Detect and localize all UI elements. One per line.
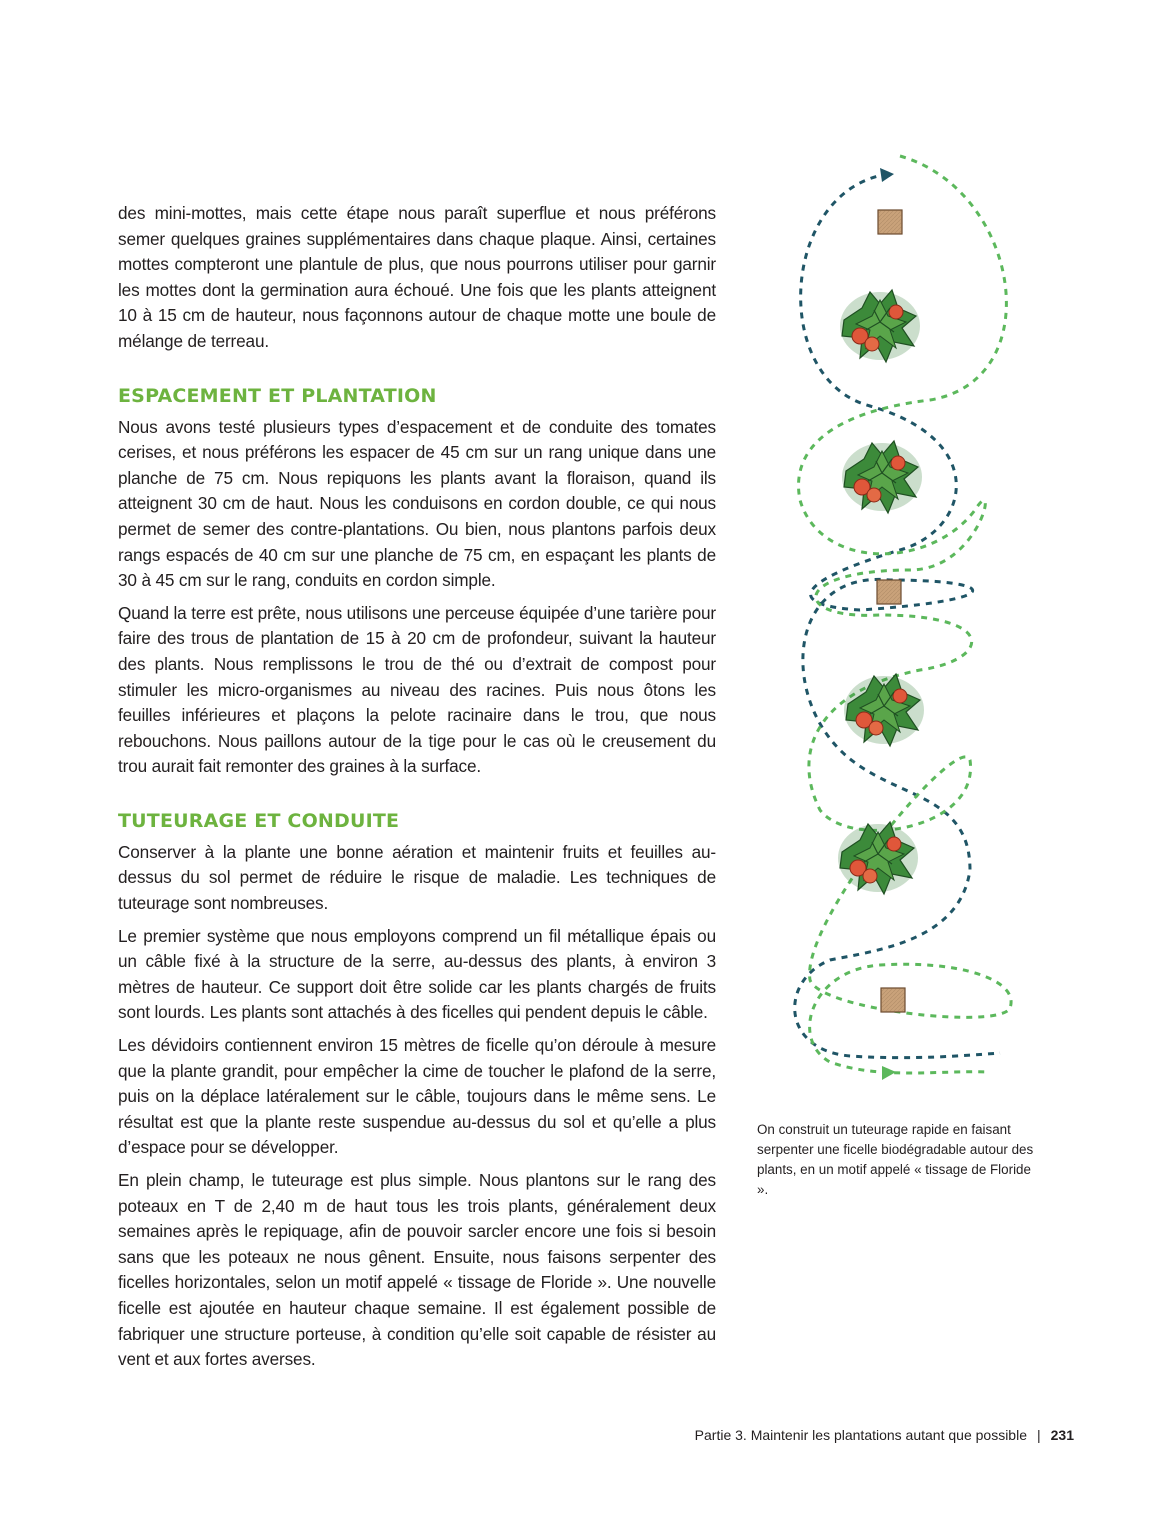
heading-tuteurage: TUTEURAGE ET CONDUITE (118, 809, 400, 832)
heading-espacement: ESPACEMENT ET PLANTATION (118, 384, 437, 407)
string-light-path (799, 156, 1012, 1073)
espacement-paragraph-2: Quand la terre est prête, nous utilisons une perceuse équipée d’une tarière pour faire des trous de plantation de 15 à 20 cm de profondeur, suivant la hauteur des plants. Nous remplissons le trou de thé ou d’extrait de compost pour stimuler les micro-organismes au niveau des racines. Puis nous ôtons les feuilles inférieures et plaçons la pelote racinaire dans le trou, que nous rebouchons. Nous paillons autour de la tige pour le cas où le creusement du trou aurait fait remonter des graines à la surface. (118, 602, 716, 777)
page-number: 231 (1050, 1427, 1074, 1443)
footer-separator: | (1037, 1427, 1041, 1443)
stake-icon (878, 210, 902, 234)
tuteurage-paragraph-4: En plein champ, le tuteurage est plus simple. Nous plantons sur le rang des poteaux en T de 2,40 m de haut tous les trois plants, généralement deux semaines après le repiquage, afin de pouvoir sarcler encore une fois si besoin sans que les poteaux ne nous gênent. Ensuite, nous faisons serpenter des ficelles horizontales, selon un motif appelé « tissage de Floride ». Une nouvelle ficelle est ajoutée en hauteur chaque semaine. Il est également possible de fabriquer une structure porteuse, à condition qu’elle soit capable de résister au vent et aux fortes averses. (118, 1170, 716, 1370)
stake-icon (881, 988, 905, 1012)
espacement-paragraph-1: Nous avons testé plusieurs types d’espacement et de conduite des tomates cerises, et nous préférons les espacer de 45 cm sur un rang unique dans une planche de 75 cm. Nous repiquons les plants avant la floraison, quand ils atteignent 30 cm de haut. Nous les conduisons en cordon double, ce qui nous permet de semer des contre-plantations. Ou bien, nous plantons parfois deux rangs espacés de 40 cm sur une planche de 75 cm, en espaçant les plants de 30 à 45 cm sur le rang, conduits en cordon simple. (118, 416, 716, 591)
tuteurage-paragraph-1: Conserver à la plante une bonne aération et maintenir fruits et feuilles au-dessus du sol permet de réduire le risque de maladie. Les techniques de tuteurage sont nombreuses. (118, 841, 716, 914)
main-text-column (118, 201, 716, 1373)
tomato-plant-icon (844, 674, 924, 746)
stake-icon (877, 580, 901, 604)
tomato-plant-icon (840, 290, 920, 362)
illustration-caption: On construit un tuteurage rapide en faisant serpenter une ficelle biodégradable autour des plants, en un motif appelé « tissage de Floride ». (757, 1122, 1034, 1197)
florida-weave-illustration (760, 150, 1060, 1100)
page-footer (695, 1427, 1074, 1443)
tomato-plant-icon (842, 441, 922, 513)
string-light-arrow (882, 1066, 896, 1080)
footer-chapter-title: Partie 3. Maintenir les plantations autant que possible (694, 1427, 1027, 1443)
intro-paragraph: des mini-mottes, mais cette étape nous paraît superflue et nous préférons semer quelques graines supplémentaires dans chaque plaque. Ainsi, certaines mottes compteront une plantule de plus, que nous pourrons utiliser pour garnir les mottes dont la germination aura échoué. Une fois que les plants atteignent 10 à 15 cm de hauteur, nous façonnons autour de chaque motte une boule de mélange de terreau. (118, 203, 716, 351)
tuteurage-paragraph-3: Les dévidoirs contiennent environ 15 mètres de ficelle qu’on déroule à mesure que la plante grandit, pour empêcher la cime de toucher le plafond de la serre, puis on la déplace latéralement sur le câble, toujours dans le même sens. Le résultat est que la plante reste suspendue au-dessus du sol et qu’elle a plus d’espace pour se développer. (118, 1035, 716, 1158)
string-dark-arrow (880, 168, 894, 182)
tuteurage-paragraph-2: Le premier système que nous employons comprend un fil métallique épais ou un câble fixé à la structure de la serre, au-dessus des plants, à environ 3 mètres de hauteur. Ce support doit être solide car les plants chargés de fruits sont lourds. Les plants sont attachés à des ficelles qui pendent depuis le câble. (118, 925, 716, 1023)
